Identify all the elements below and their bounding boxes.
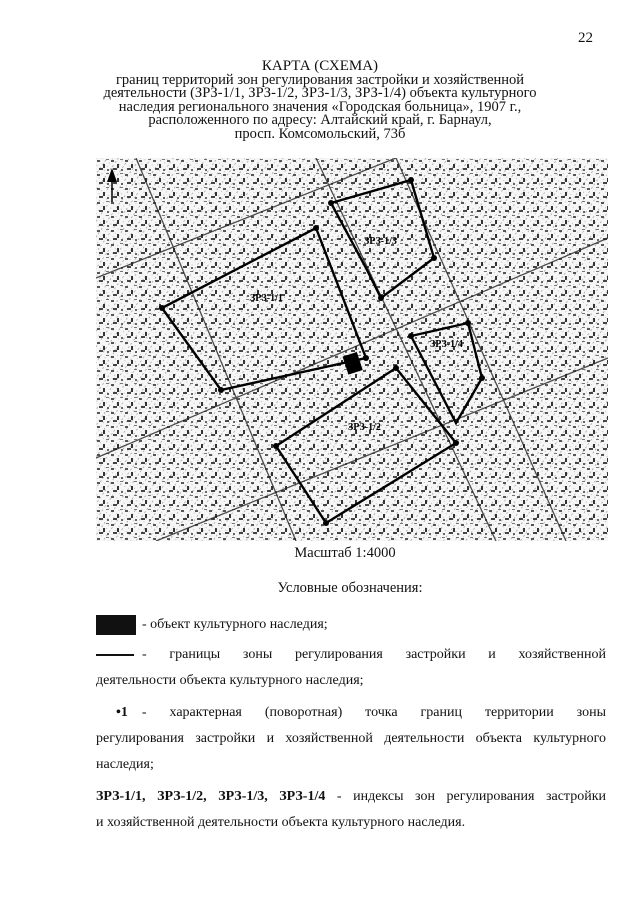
map-drawing [96, 158, 608, 541]
legend-item-boundary [96, 642, 606, 668]
zone-label-1-4: ЗРЗ-1/4 [430, 339, 463, 350]
map-title-block [80, 60, 560, 141]
zone-label-1-1: ЗРЗ-1/1 [250, 293, 283, 304]
map-scale: Масштаб 1:4000 [294, 545, 396, 561]
legend-point-text: - характерная (поворотная) точка границ территории зоны [141, 705, 606, 720]
title-line: деятельности (ЗРЗ-1/1, ЗРЗ-1/2, ЗРЗ-1/3, ЗРЗ-1/4) объекта культурного [103, 85, 537, 101]
legend-indexes-bold: ЗРЗ-1/1, ЗРЗ-1/2, ЗРЗ-1/3, ЗРЗ-1/4 [96, 789, 326, 804]
zone-label-1-3: ЗРЗ-1/3 [364, 236, 397, 247]
legend-indexes-text: - индексы зон регулирования застройки [325, 789, 606, 804]
legend-item-indexes [96, 784, 606, 810]
legend-boundary-continuation: деятельности объекта культурного наследия; [96, 673, 364, 688]
title-line: наследия регионального значения «Городская больница», 1907 г., [118, 98, 522, 115]
legend-object-text: - объект культурного наследия; [142, 617, 328, 632]
title-heading: КАРТА (СХЕМА) [261, 58, 379, 74]
map-texture [96, 158, 608, 541]
legend-point-continuation: наследия; [96, 757, 154, 772]
boundary-line-symbol [96, 654, 134, 656]
legend [96, 612, 606, 836]
page-number: 22 [578, 30, 593, 46]
legend-indexes-continuation: и хозяйственной деятельности объекта культурного наследия. [96, 815, 466, 830]
legend-point-continuation: регулирования застройки и хозяйственной деятельности объекта культурного [96, 731, 606, 746]
heritage-object-symbol [96, 615, 136, 635]
legend-item-object [96, 612, 606, 638]
legend-title: Условные обозначения: [277, 580, 423, 596]
legend-boundary-text: - границы зоны регулирования застройки и хозяйственной [142, 647, 606, 662]
title-line: расположенного по адресу: Алтайский край, г. Барнаул, [148, 112, 492, 128]
legend-item-point [96, 700, 606, 726]
corner-point-symbol: •1 [116, 705, 128, 720]
title-line: границ территорий зон регулирования застройки и хозяйственной [115, 71, 525, 88]
title-line: просп. Комсомольский, 73б [234, 125, 406, 142]
zone-label-1-2: ЗРЗ-1/2 [348, 422, 381, 433]
map-image [96, 158, 608, 541]
